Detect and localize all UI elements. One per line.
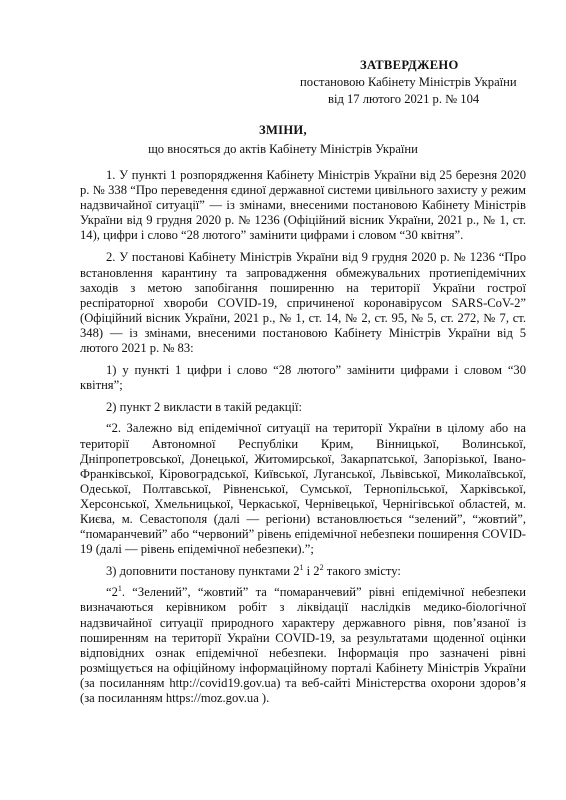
paragraph-2: 2. У постанові Кабінету Міністрів України від 9 грудня 2020 р. № 1236 “Про встановлення карантину та запровадження обмежувальних протиепідемічних заходів з метою запобігання поширенню на території України гострої респіраторної хвороби COVID-19, спричиненої коронавірусом SARS-CoV-2” (Офіційний вісник України, 2021 р., № 1, ст. 14, № 2, ст. 95, № 5, ст. 272, № 7, ст. 348) — із змінами, внесеними постановою Кабінету Міністрів України від 5 лютого 2021 р. № 83:	[80, 250, 526, 356]
paragraph-3: 1) у пункті 1 цифри і слово “28 лютого” замінити цифрами і словом “30 квітня”;	[80, 363, 526, 393]
paragraph-5: “2. Залежно від епідемічної ситуації на території України в цілому або на території Автономної Республіки Крим, Вінницької, Волинської, Дніпропетровської, Донецької, Житомирської, Закарпатської, Запорізької, Івано-Франківської, Кіровоградської, Київської, Луганської, Львівської, Миколаївської, Одеської, Полтавської, Рівненської, Сумської, Тернопільської, Харківської, Херсонської, Хмельницької, Черкаської, Чернівецької, Чернігівської областей, м. Києва, м. Севастополя (далі — регіони) встановлюється “зелений”, “жовтий”, “помаранчевий” або “червоний” рівень епідемічної небезпеки поширення COVID-19 (далі — рівень епідемічної небезпеки).”;	[80, 421, 526, 557]
title-main: ЗМІНИ,	[259, 123, 307, 137]
paragraph-7-part-b: . “Зелений”, “жовтий” та “помаранчевий” рівні епідемічної небезпеки визначаються керівником робіт з ліквідації наслідків медико-біологічної надзвичайної ситуації природного характеру державного рівня, пов’язаної із поширенням на території України COVID-19, за результатами щоденної оцінки відповідних ознак епідемічної небезпеки. Інформація про зазначені рівні розміщується на офіційному інформаційному порталі Кабінету Міністрів України (за посиланням http://covid19.gov.ua) та веб-сайті Міністерства охорони здоров’я (за посиланням https://moz.gov.ua ).	[80, 585, 526, 705]
document-title	[40, 122, 526, 158]
title-sub: що вносяться до актів Кабінету Міністрів України	[148, 142, 418, 156]
approval-line: постановою Кабінету Міністрів України	[300, 75, 517, 89]
paragraph-6-part-b: і 2	[303, 564, 320, 579]
paragraph-6-part-c: такого змісту:	[323, 564, 401, 579]
superscript-3: 1	[117, 584, 122, 594]
paragraph-6-part-a: 3) доповнити постанову пунктами 2	[106, 564, 300, 579]
approval-title: ЗАТВЕРДЖЕНО	[360, 58, 459, 72]
approval-date: від 17 лютого 2021 р. № 104	[328, 92, 480, 106]
approval-block	[300, 57, 530, 108]
document-body	[80, 168, 526, 713]
paragraph-6	[80, 564, 526, 579]
paragraph-1: 1. У пункті 1 розпорядження Кабінету Міністрів України від 25 березня 2020 р. № 338 “Про переведення єдиної державної системи цивільного захисту у режим надзвичайної ситуації” — із змінами, внесеними постановою Кабінету Міністрів України від 9 грудня 2020 р. № 1236 (Офіційний вісник України, 2021 р., № 1, ст. 14), цифри і слово “28 лютого” замінити цифрами і словом “30 квітня”.	[80, 168, 526, 243]
paragraph-7-part-a: “2	[106, 585, 118, 600]
superscript-1: 1	[299, 563, 304, 573]
paragraph-7	[80, 585, 526, 706]
paragraph-4: 2) пункт 2 викласти в такій редакції:	[106, 400, 303, 415]
superscript-2: 2	[319, 563, 324, 573]
